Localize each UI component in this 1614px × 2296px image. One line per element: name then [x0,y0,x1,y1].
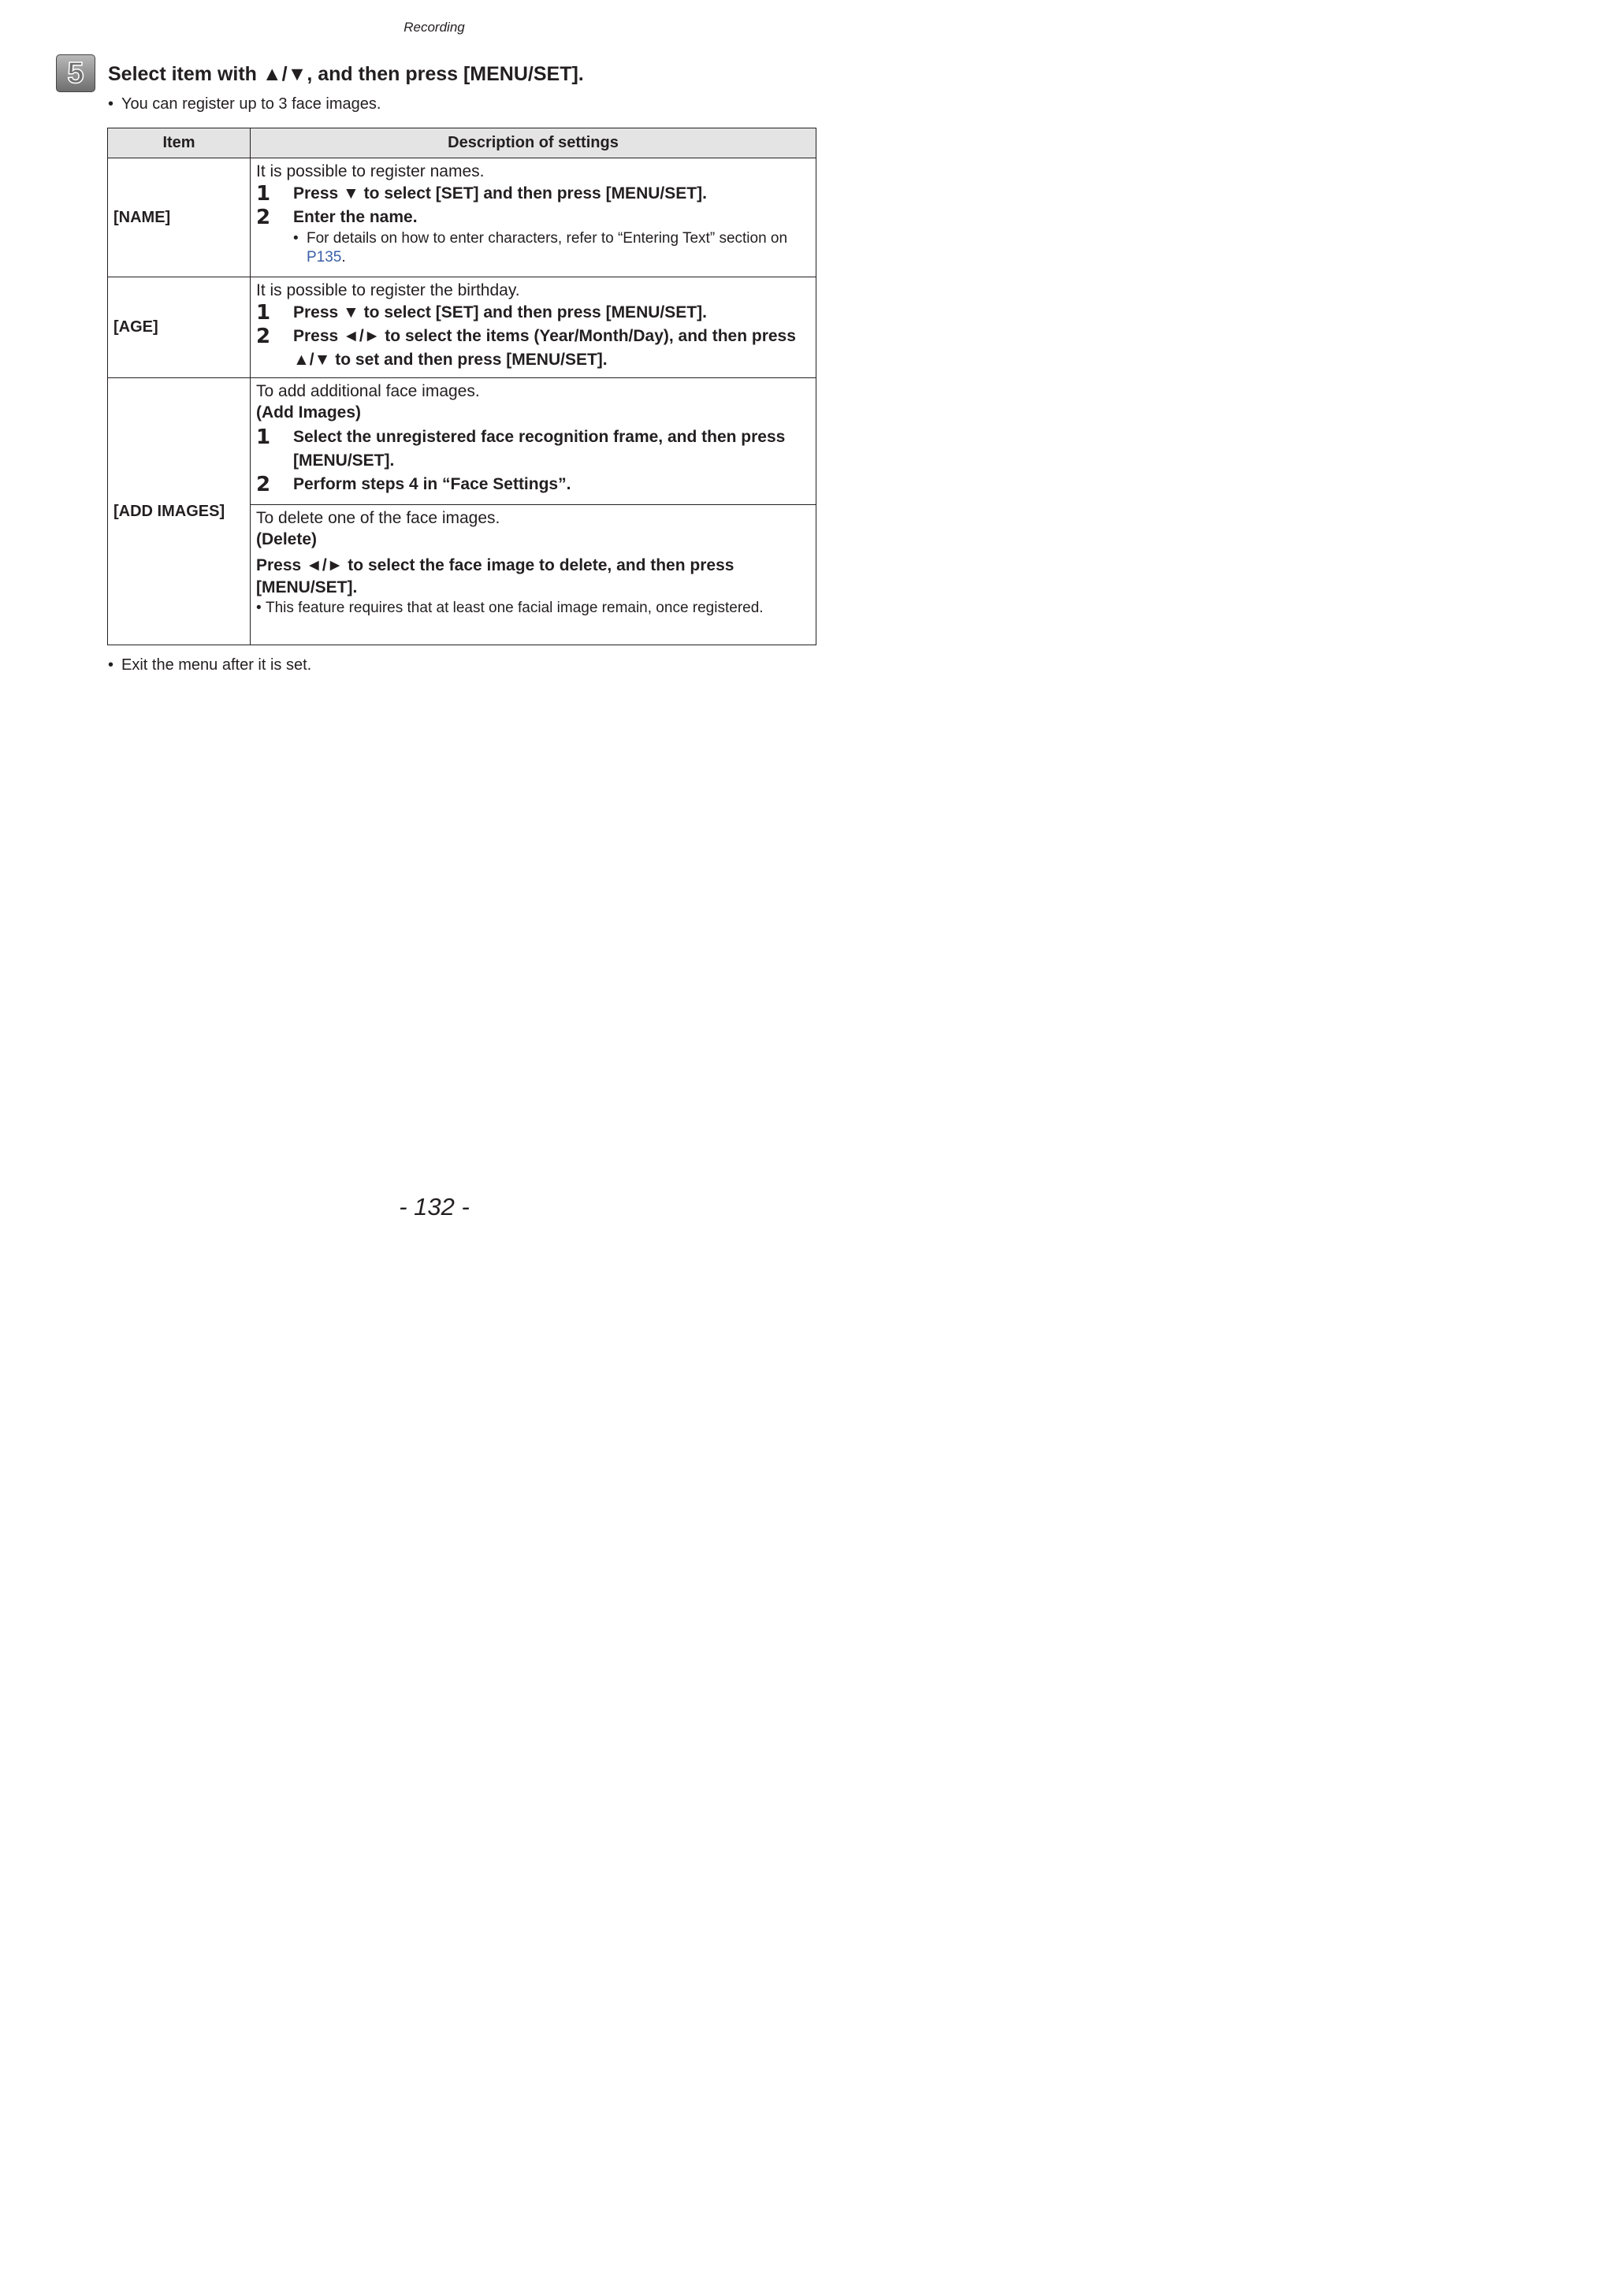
name-note-suffix: . [341,249,346,266]
step-note-text: You can register up to 3 face images. [121,95,381,113]
step-num-2: 2 [256,325,271,348]
name-note [256,229,809,267]
name-description [251,158,816,277]
item-add-images-label: [ADD IMAGES] [108,378,251,645]
age-step-1 [256,301,809,325]
column-header-item: Item [108,128,251,158]
add-heading: (Add Images) [256,403,362,422]
bullet-icon: • [256,600,262,616]
table-header-row [108,128,816,158]
name-step-2 [256,206,809,229]
step-title: Select item with ▲/▼, and then press [MENU/SET]. [108,63,584,85]
bullet-icon: • [108,656,114,674]
name-step-2-text: Enter the name. [293,208,418,226]
step-number-badge [56,54,95,92]
add-step-2-text: Perform steps 4 in “Face Settings”. [293,475,571,493]
table-row-add-images [108,378,816,505]
step-num-1: 1 [256,182,271,206]
step-number: 5 [67,57,84,90]
delete-note-text: This feature requires that at least one facial image remain, once registered. [266,600,764,616]
name-note-text: For details on how to enter characters, refer to “Entering Text” section on [307,230,788,247]
page-number: - 132 - [399,1193,470,1220]
add-images-description [251,378,816,505]
delete-heading: (Delete) [256,530,318,548]
delete-instruction: Press ◄/► to select the face image to delete, and then press [MENU/SET]. [256,556,734,596]
table-row-name [108,158,816,277]
add-step-1 [256,425,809,473]
bullet-icon: • [108,95,114,113]
page-link-p135[interactable]: P135 [307,249,342,266]
name-step-1-text: Press ▼ to select [SET] and then press [MENU/SET]. [293,184,707,202]
settings-table [107,128,816,645]
item-age-label: [AGE] [108,277,251,378]
delete-description [251,505,816,645]
add-intro: To add additional face images. [256,382,480,400]
step-num-2: 2 [256,473,271,496]
name-step-1 [256,182,809,206]
section-header: Recording [404,20,465,35]
step-num-2: 2 [256,206,271,229]
step-note [108,95,381,113]
add-step-2 [256,473,809,496]
add-step-1-text: Select the unregistered face recognition frame, and then press [MENU/SET]. [293,428,786,470]
column-header-description: Description of settings [251,128,816,158]
item-name-label: [NAME] [108,158,251,277]
delete-intro: To delete one of the face images. [256,509,500,527]
table-row-age [108,277,816,378]
age-step-2 [256,325,809,372]
bullet-icon: • [293,230,299,247]
footer-note [108,656,311,674]
age-intro: It is possible to register the birthday. [256,281,520,299]
step-num-1: 1 [256,425,271,449]
step-num-1: 1 [256,301,271,325]
age-step-2-text: Press ◄/► to select the items (Year/Month/Day), and then press ▲/▼ to set and then press [MENU/SET]. [293,327,796,369]
age-description [251,277,816,378]
age-step-1-text: Press ▼ to select [SET] and then press [MENU/SET]. [293,303,707,321]
delete-note [256,599,809,618]
name-intro: It is possible to register names. [256,162,485,180]
footer-note-text: Exit the menu after it is set. [121,656,312,674]
